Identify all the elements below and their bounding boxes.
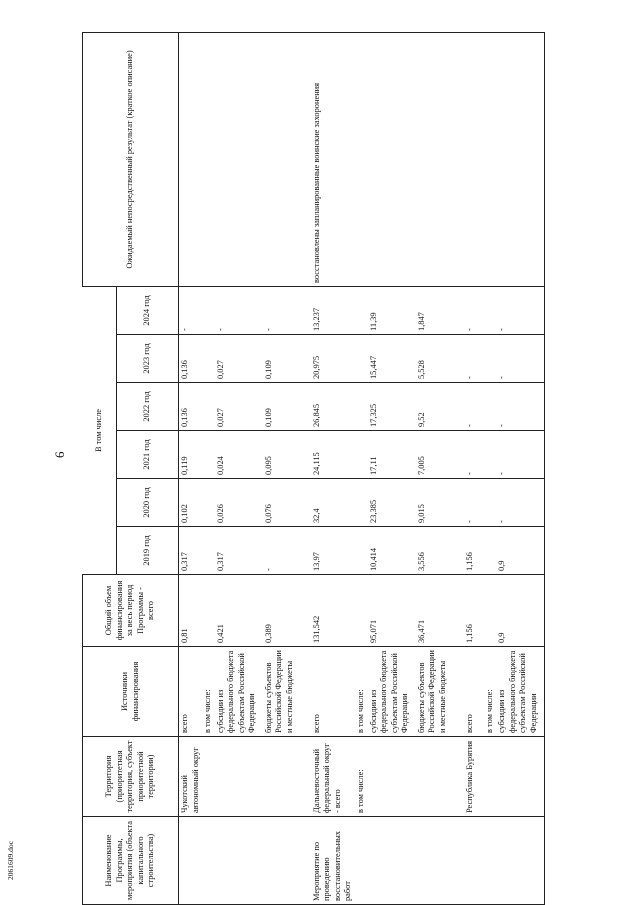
cell-year-2020: - [464, 479, 484, 527]
header-year-2021: 2021 год [117, 431, 179, 479]
cell-year-2023 [202, 335, 215, 383]
cell-expected-result [484, 33, 497, 287]
cell-total: 95,071 [368, 575, 416, 647]
cell-year-2023 [355, 335, 368, 383]
cell-program-name [464, 817, 484, 905]
header-including [83, 287, 117, 575]
cell-year-2019: 1,156 [464, 527, 484, 575]
header-territory: Территория (приоритетная территория, субъект приоритетной территории) [83, 737, 179, 817]
cell-year-2024 [484, 287, 497, 335]
cell-total: 0,81 [179, 575, 203, 647]
cell-territory [496, 737, 544, 817]
cell-program-name [179, 817, 203, 905]
cell-funding-source: субсидии из федерального бюджета субъектам Российской Федерации [368, 647, 416, 737]
table-row [202, 33, 215, 905]
cell-funding-source: в том числе: [355, 647, 368, 737]
cell-expected-result [496, 33, 544, 287]
cell-program-name [263, 817, 311, 905]
cell-territory [202, 737, 215, 817]
cell-program-name [202, 817, 215, 905]
cell-year-2024: 1,847 [416, 287, 464, 335]
cell-year-2019: 10,414 [368, 527, 416, 575]
cell-year-2019 [355, 527, 368, 575]
cell-year-2020 [484, 479, 497, 527]
cell-total: 0,9 [496, 575, 544, 647]
cell-year-2023 [484, 335, 497, 383]
cell-expected-result [355, 33, 368, 287]
table-row [368, 33, 416, 905]
cell-year-2021: 7,005 [416, 431, 464, 479]
cell-year-2023: 0,027 [215, 335, 263, 383]
cell-expected-result [416, 33, 464, 287]
cell-program-name [355, 817, 368, 905]
cell-year-2019: 13,97 [311, 527, 355, 575]
table-row [355, 33, 368, 905]
header-year-2023: 2023 год [117, 335, 179, 383]
cell-funding-source: бюджеты субъектов Российской Федерации и местные бюджеты [416, 647, 464, 737]
cell-year-2023: - [464, 335, 484, 383]
page-number: 6 [52, 451, 67, 458]
cell-year-2024 [202, 287, 215, 335]
cell-year-2019: 0,317 [215, 527, 263, 575]
header-year-2022: 2022 год [117, 383, 179, 431]
cell-territory: Дальневосточный федеральный округ - всего [311, 737, 355, 817]
cell-territory [368, 737, 416, 817]
cell-year-2020: 23,385 [368, 479, 416, 527]
cell-program-name [484, 817, 497, 905]
cell-year-2023: 0,109 [263, 335, 311, 383]
cell-program-name [368, 817, 416, 905]
cell-expected-result [215, 33, 263, 287]
cell-expected-result [179, 33, 203, 287]
cell-year-2021: 0,095 [263, 431, 311, 479]
cell-year-2022: 17,325 [368, 383, 416, 431]
cell-total: 1,156 [464, 575, 484, 647]
cell-year-2023: 5,528 [416, 335, 464, 383]
cell-total [355, 575, 368, 647]
cell-year-2024: - [179, 287, 203, 335]
financing-table [82, 32, 545, 905]
cell-year-2024: - [263, 287, 311, 335]
cell-expected-result [464, 33, 484, 287]
cell-total: 131,542 [311, 575, 355, 647]
table-row [263, 33, 311, 905]
cell-year-2021 [355, 431, 368, 479]
cell-year-2021: 0,119 [179, 431, 203, 479]
cell-year-2022: - [496, 383, 544, 431]
cell-year-2023: 20,975 [311, 335, 355, 383]
cell-year-2022: 0,027 [215, 383, 263, 431]
header-program-name: Наименование Программы, мероприятия (объекта капитального строительства) [83, 817, 179, 905]
cell-year-2020: 0,026 [215, 479, 263, 527]
cell-year-2021 [202, 431, 215, 479]
table-row [311, 33, 355, 905]
cell-year-2021: - [496, 431, 544, 479]
cell-year-2019 [202, 527, 215, 575]
cell-funding-source: в том числе: [202, 647, 215, 737]
cell-year-2021: 0,024 [215, 431, 263, 479]
cell-year-2021: 24,115 [311, 431, 355, 479]
cell-program-name [496, 817, 544, 905]
cell-territory: Чукотский автономный округ [179, 737, 203, 817]
cell-year-2020 [202, 479, 215, 527]
table-row [215, 33, 263, 905]
header-year-2019: 2019 год [117, 527, 179, 575]
header-year-2024: 2024 год [117, 287, 179, 335]
cell-territory: в том числе: [355, 737, 368, 817]
cell-year-2023: 15,447 [368, 335, 416, 383]
cell-year-2022 [355, 383, 368, 431]
cell-expected-result [263, 33, 311, 287]
cell-year-2024: 11,39 [368, 287, 416, 335]
cell-territory [215, 737, 263, 817]
cell-year-2024: - [215, 287, 263, 335]
header-expected-result: Ожидаемый непосредственный результат (краткое описание) [83, 33, 179, 287]
cell-total [202, 575, 215, 647]
cell-year-2023: 0,136 [179, 335, 203, 383]
cell-funding-source: всего [464, 647, 484, 737]
cell-total: 0,389 [263, 575, 311, 647]
cell-year-2022: 26,845 [311, 383, 355, 431]
cell-expected-result [202, 33, 215, 287]
cell-total [484, 575, 497, 647]
header-year-2020: 2020 год [117, 479, 179, 527]
cell-funding-source: в том числе: [484, 647, 497, 737]
cell-program-name [215, 817, 263, 905]
cell-year-2024: - [496, 287, 544, 335]
table-body [179, 33, 545, 905]
cell-territory [416, 737, 464, 817]
cell-year-2019: 0,9 [496, 527, 544, 575]
cell-year-2022 [202, 383, 215, 431]
cell-year-2021: 17,11 [368, 431, 416, 479]
cell-funding-source: всего [311, 647, 355, 737]
cell-program-name [416, 817, 464, 905]
cell-year-2024 [355, 287, 368, 335]
cell-year-2022: 9,52 [416, 383, 464, 431]
header-funding-sources: Источники финансирования [83, 647, 179, 737]
cell-year-2023: - [496, 335, 544, 383]
cell-year-2019: 0,317 [179, 527, 203, 575]
cell-year-2022: 0,136 [179, 383, 203, 431]
cell-year-2022: 0,109 [263, 383, 311, 431]
table-row [464, 33, 484, 905]
cell-year-2022: - [464, 383, 484, 431]
cell-funding-source: всего [179, 647, 203, 737]
rotated-table-wrapper [82, 35, 634, 905]
cell-territory: Республика Бурятия [464, 737, 484, 817]
cell-year-2022 [484, 383, 497, 431]
cell-year-2024: - [464, 287, 484, 335]
cell-year-2020: 0,076 [263, 479, 311, 527]
cell-year-2020 [355, 479, 368, 527]
cell-year-2019: 3,556 [416, 527, 464, 575]
document-code: 2061609.doc [6, 841, 15, 880]
table-row [179, 33, 203, 905]
header-total-financing: Общий объем финансирования за весь период Программы - всего [83, 575, 179, 647]
table-row [484, 33, 497, 905]
cell-territory [263, 737, 311, 817]
header-including-label: В том числе [93, 409, 103, 452]
cell-total: 36,471 [416, 575, 464, 647]
cell-territory [484, 737, 497, 817]
cell-year-2020: 9,015 [416, 479, 464, 527]
cell-year-2020: - [496, 479, 544, 527]
cell-year-2020: 0,102 [179, 479, 203, 527]
table-row [416, 33, 464, 905]
cell-expected-result: восстановлены запланированные воинские захоронения [311, 33, 355, 287]
table-row [496, 33, 544, 905]
cell-funding-source: субсидии из федерального бюджета субъектам Российской Федерации [215, 647, 263, 737]
cell-year-2020: 32,4 [311, 479, 355, 527]
cell-year-2021: - [464, 431, 484, 479]
cell-expected-result [368, 33, 416, 287]
cell-program-name: Мероприятие по проведению восстановительных работ [311, 817, 355, 905]
cell-funding-source: субсидии из федерального бюджета субъектам Российской Федерации [496, 647, 544, 737]
cell-year-2024: 13,237 [311, 287, 355, 335]
cell-year-2021 [484, 431, 497, 479]
cell-year-2019 [484, 527, 497, 575]
cell-total: 0,421 [215, 575, 263, 647]
cell-funding-source: бюджеты субъектов Российской Федерации и местные бюджеты [263, 647, 311, 737]
cell-year-2019: - [263, 527, 311, 575]
